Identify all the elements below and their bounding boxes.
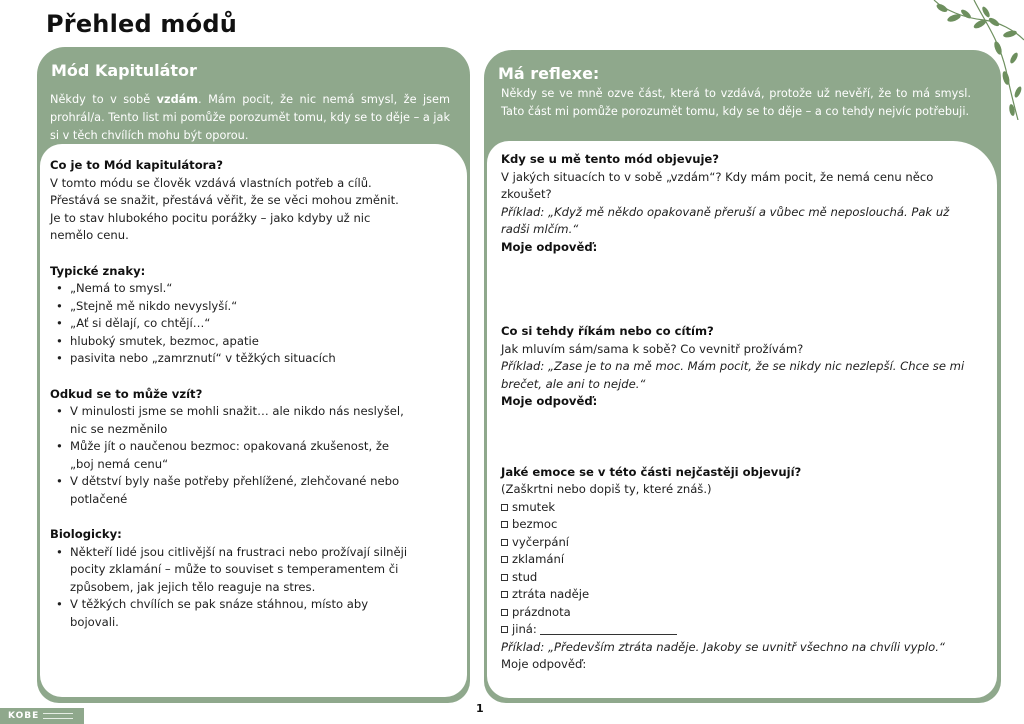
question-heading: Co si tehdy říkám nebo co cítím? — [501, 324, 714, 338]
question-heading: Jaké emoce se v této části nejčastěji objevují? — [501, 464, 802, 479]
emotion-checkbox[interactable]: prázdnota — [501, 604, 971, 622]
list-item: • V těžkých chvílích se pak snáze stáhnou, místo aby bojovali. — [50, 596, 412, 631]
reflection-panel — [484, 50, 1001, 703]
mode-intro: Někdy to v sobě vzdám. Mám pocit, že nic nemá smysl, že jsem prohrál/a. Tento list mi pomůže porozumět tomu, kdy se to děje – a jak si v těch chvílích mohu být oporou. — [50, 93, 450, 142]
origins-list — [50, 403, 412, 508]
page-title: Přehled módů — [46, 10, 237, 38]
section-heading: Typické znaky: — [50, 263, 146, 278]
mode-panel — [37, 47, 470, 703]
list-item: • Někteří lidé jsou citlivější na frustraci nebo prožívají silněji pocity zklamání – může to souviset s temperamentem či způsobem, jak jejich tělo reaguje na stres. — [50, 544, 412, 597]
emotion-checkbox[interactable]: bezmoc — [501, 516, 971, 534]
reflection-card — [487, 141, 997, 698]
answer-label: Moje odpověď: — [501, 657, 587, 671]
biology-list — [50, 544, 412, 632]
reflection-title: Má reflexe: — [498, 64, 600, 83]
section-text: V tomto módu se člověk vzdává vlastních potřeb a cílů. Přestává se snažit, přestává věřit, že se věci mohou změnit. Je to stav hlubokého pocitu porážky – jako kdyby už nic nemělo cenu. — [50, 175, 399, 242]
section-heading: Odkud se to může vzít? — [50, 386, 203, 401]
reflection-intro: Někdy se ve mně ozve část, která to vzdává, protože už nevěří, že to má smysl. Tato část mi pomůže porozumět tomu, kdy se to děje – a co tehdy nejvíc potřebuji. — [501, 87, 971, 118]
list-item: • Může jít o naučenou bezmoc: opakovaná zkušenost, že „boj nemá cenu“ — [50, 438, 412, 473]
list-item: • „Stejně mě nikdo nevyslyší.“ — [50, 298, 412, 316]
answer-label: Moje odpověď: — [501, 394, 598, 408]
checkbox-icon[interactable] — [501, 626, 508, 633]
checkbox-icon[interactable] — [501, 556, 508, 563]
question-text: Jak mluvím sám/sama k sobě? Co vevnitř prožívám? — [501, 341, 804, 356]
example-text: Příklad: „Zase je to na mě moc. Mám pocit, že se nikdy nic nezlepší. Chce se mi brečet, ale ani to nejde.“ — [501, 359, 965, 391]
other-emotion-line[interactable] — [540, 624, 677, 635]
mode-title: Mód Kapitulátor — [51, 61, 197, 80]
checkbox-icon[interactable] — [501, 521, 508, 528]
emotion-checkbox[interactable]: ztráta naděje — [501, 586, 971, 604]
page-number: 1 — [476, 702, 484, 715]
checkbox-icon[interactable] — [501, 591, 508, 598]
checkbox-icon[interactable] — [501, 609, 508, 616]
list-item: • pasivita nebo „zamrznutí“ v těžkých situacích — [50, 350, 412, 368]
list-item: • V dětství byly naše potřeby přehlížené, zlehčované nebo potlačené — [50, 473, 412, 508]
answer-space[interactable] — [501, 411, 971, 464]
question-heading: Kdy se u mě tento mód objevuje? — [501, 152, 720, 166]
emotion-checkbox[interactable]: vyčerpání — [501, 534, 971, 552]
section-heading: Co je to Mód kapitulátora? — [50, 158, 223, 172]
signs-list — [50, 280, 412, 368]
example-text: Příklad: „Především ztráta naděje. Jakoby se uvnitř všechno na chvíli vyplo.“ — [501, 639, 945, 654]
emotion-checkbox-other[interactable]: jiná: — [501, 621, 971, 639]
question-text: V jakých situacích to v sobě „vzdám“? Kdy mám pocit, že nemá cenu něco zkoušet? — [501, 169, 934, 201]
example-text: Příklad: „Když mě někdo opakovaně přeruší a vůbec mě neposlouchá. Pak už radši mlčím.“ — [501, 204, 950, 236]
answer-space[interactable] — [501, 256, 971, 323]
emotion-checkbox[interactable]: smutek — [501, 499, 971, 517]
list-item: • „Nemá to smysl.“ — [50, 280, 412, 298]
list-item: • hluboký smutek, bezmoc, apatie — [50, 333, 412, 351]
list-item: • „Ať si dělají, co chtějí…“ — [50, 315, 412, 333]
mode-info-card — [40, 144, 467, 697]
list-item: • V minulosti jsme se mohli snažit… ale nikdo nás neslyšel, nic se nezměnilo — [50, 403, 412, 438]
question-text: (Zaškrtni nebo dopiš ty, které znáš.) — [501, 482, 712, 496]
checkbox-icon[interactable] — [501, 539, 508, 546]
emotion-checkbox[interactable]: stud — [501, 569, 971, 587]
section-heading: Biologicky: — [50, 527, 122, 541]
answer-label: Moje odpověď: — [501, 239, 598, 254]
kobe-logo: KOBE — [0, 708, 84, 724]
checkbox-icon[interactable] — [501, 574, 508, 581]
emotion-checkbox[interactable]: zklamání — [501, 551, 971, 569]
checkbox-icon[interactable] — [501, 504, 508, 511]
